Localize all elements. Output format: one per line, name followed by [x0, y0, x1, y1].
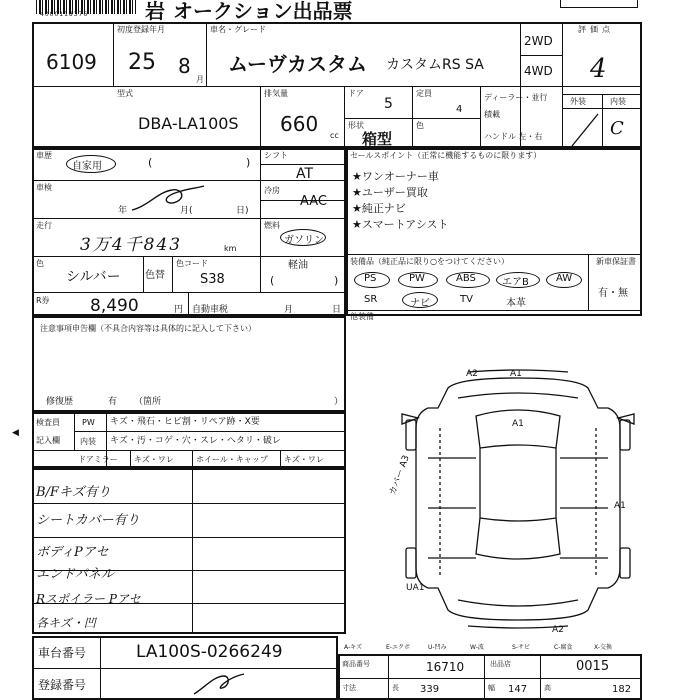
- inspector-label-2: 記入欄: [36, 436, 60, 445]
- equip-tv: TV: [460, 294, 473, 305]
- legend-a: A-キズ: [344, 644, 363, 651]
- diagram-mark-rear-ua1: UA1: [406, 583, 425, 593]
- shaken-year-unit: 年: [118, 206, 128, 216]
- inspector-row1-tag: PW: [82, 418, 95, 427]
- color-change-label: 色替: [145, 270, 165, 281]
- mileage-label: 走行: [36, 221, 52, 230]
- inspector-row3-a: ドアミラー: [78, 455, 118, 464]
- model: DBA-LA100S: [138, 114, 239, 133]
- notes-label: 注意事項申告欄（不具合内容等は具体的に記入して下さい）: [40, 324, 256, 333]
- height-value: 182: [612, 684, 632, 695]
- diagram-mark-right-a1: A1: [614, 501, 626, 511]
- dealer-label: ディーラー・並行: [484, 93, 548, 102]
- sales-point-2: ★ユーザー買取: [352, 186, 428, 199]
- shape-label: 形状: [348, 121, 364, 130]
- reg-month: 8: [178, 54, 191, 78]
- diagram-mark-roof-a1: A1: [512, 419, 524, 429]
- equip-abs: ABS: [456, 273, 476, 284]
- logo-char: 岩: [145, 0, 165, 23]
- inspector-row3-b: キズ・ワレ: [134, 455, 174, 464]
- stock-value: 16710: [426, 660, 465, 674]
- km-unit: km: [224, 244, 237, 253]
- sales-label: セールスポイント（正常に機能するものに限ります）: [350, 151, 542, 160]
- reg-label: 初度登録年月: [117, 25, 165, 34]
- inspector-row2-tag: 内装: [80, 437, 96, 446]
- hand-note-3: ボディPアセ: [36, 545, 109, 560]
- capacity: 4: [456, 104, 463, 115]
- light-oil: 軽油: [288, 260, 308, 271]
- header: [0, 0, 700, 22]
- cc-label: 排気量: [264, 89, 288, 98]
- height-label: 高: [544, 684, 551, 692]
- car-name: ムーヴカスタム: [228, 52, 367, 76]
- sales-point-3: ★純正ナビ: [352, 202, 406, 215]
- exterior-label: 外装: [570, 97, 586, 106]
- damage-legend: [338, 642, 642, 654]
- cc-unit: cc: [330, 131, 339, 140]
- shape: 箱型: [362, 130, 393, 148]
- sales-point-1: ★ワンオーナー車: [352, 170, 439, 183]
- corner-box: [560, 0, 638, 8]
- shaken-scribble: [128, 184, 208, 214]
- doors: 5: [384, 96, 393, 112]
- mileage: 3万4千843: [80, 235, 183, 255]
- shaken-day-unit: 日): [236, 206, 249, 216]
- fuel: ガソリン: [284, 235, 324, 246]
- stock-label: 商品番号: [342, 660, 370, 668]
- exterior-color-label: 色: [416, 121, 424, 130]
- doors-label: ドア: [348, 89, 364, 98]
- width-value: 147: [508, 684, 528, 695]
- equip-aw: AW: [556, 273, 573, 284]
- warranty: 有・無: [598, 288, 628, 299]
- inspector-row2-text: キズ・汚・コゲ・穴・スレ・ヘタリ・破レ: [110, 436, 281, 446]
- equip-leather: 本革: [506, 298, 526, 309]
- color-code: S38: [200, 272, 225, 287]
- load-label: 積載: [484, 110, 500, 119]
- reg-year: 25: [128, 50, 156, 75]
- shaken-month-unit: 月(: [180, 206, 193, 216]
- own-use: 自家用: [72, 161, 102, 172]
- inspector-row3-c: ホイール・キャップ: [196, 455, 268, 464]
- legend-c: C-腐食: [554, 644, 573, 651]
- equip-navi: ナビ: [410, 298, 430, 309]
- equip-pw: PW: [409, 273, 425, 284]
- legend-x: X-交換: [594, 644, 612, 651]
- inspector-label-1: 検査員: [36, 418, 60, 427]
- ac-label: 冷房: [264, 186, 280, 195]
- equipment-label: 装備品（純正品に限り○をつけてください）: [350, 257, 509, 266]
- rating-label: 評価点: [578, 25, 614, 34]
- tax-month: 月: [284, 305, 294, 315]
- shift-label: シフト: [264, 151, 288, 160]
- repair-value: 有: [108, 397, 118, 407]
- length-label: 長: [392, 684, 399, 692]
- other-equip-label: 他装備: [350, 312, 374, 321]
- recycle-label: R券: [36, 296, 50, 305]
- legend-w: W-波: [470, 644, 484, 651]
- color: シルバー: [66, 269, 121, 285]
- interior-label: 内装: [610, 97, 626, 106]
- exterior-slash: [568, 110, 602, 148]
- drive-4wd: 4WD: [524, 64, 553, 78]
- chassis-number: LA100S-0266249: [136, 642, 283, 662]
- cc: 660: [280, 112, 319, 136]
- size-label: 寸法: [342, 684, 356, 692]
- fuel-paren: (: [270, 274, 275, 287]
- sales-point-4: ★スマートアシスト: [352, 218, 449, 231]
- hand-note-1: B/Fキズ有り: [36, 485, 111, 500]
- repair-close: ）: [334, 397, 344, 407]
- diagram-mark-left-a3: カバー A3: [388, 454, 412, 497]
- interior-value: C: [610, 118, 624, 139]
- inspector-row1-text: キズ・飛石・ヒビ割・リペア跡・X要: [110, 417, 260, 427]
- name-label: 車名・グレード: [210, 25, 266, 34]
- history-paren: (: [148, 156, 153, 169]
- width-label: 幅: [488, 684, 495, 692]
- inspector-row3-d: キズ・ワレ: [284, 455, 324, 464]
- drive-2wd: 2WD: [524, 34, 553, 48]
- ac: AAC: [300, 194, 327, 209]
- new-car-label: 新車保証書: [596, 257, 636, 266]
- handle-label: ハンドル 左・右: [484, 132, 543, 141]
- lot-number: 6109: [46, 50, 97, 74]
- hand-note-2: シートカバー有り: [36, 513, 140, 528]
- repair-part: （箇所: [134, 397, 162, 407]
- grade: カスタムRS SA: [386, 57, 484, 73]
- exhibitor-value: 0015: [576, 659, 610, 674]
- chassis-label: 車台番号: [38, 646, 87, 660]
- legend-e: E-エクボ: [386, 644, 410, 651]
- equip-sr: SR: [364, 294, 378, 305]
- plate-scribble: [190, 670, 250, 698]
- page-title: オークション出品票: [173, 0, 353, 23]
- equip-ps: PS: [364, 273, 377, 284]
- legend-s: S-サビ: [512, 644, 530, 651]
- tax-label: 自動車税: [192, 305, 229, 315]
- history-paren-close: ): [246, 156, 251, 169]
- recycle-value: 8,490: [90, 296, 139, 316]
- side-arrow-icon: ◀: [12, 428, 19, 438]
- diagram-mark-front-a1: A1: [510, 369, 522, 379]
- history-label: 車歴: [36, 151, 52, 160]
- color-code-label: 色コード: [176, 259, 208, 268]
- shift: AT: [296, 166, 314, 182]
- car-diagram: [388, 368, 648, 638]
- hand-note-6: 各キズ・凹: [36, 616, 96, 630]
- length-value: 339: [420, 684, 440, 695]
- repair-label: 修復歴: [46, 397, 74, 407]
- rating-value: 4: [590, 54, 607, 84]
- hand-note-4: エンドパネル: [36, 567, 114, 582]
- shaken-label: 車検: [36, 183, 52, 192]
- legend-u: U-凹み: [428, 644, 447, 651]
- month-unit: 月: [196, 75, 204, 84]
- capacity-label: 定員: [416, 89, 432, 98]
- model-label: 型式: [117, 89, 133, 98]
- fuel-label: 燃料: [264, 221, 280, 230]
- tax-day: 日: [332, 305, 342, 315]
- color-label: 色: [36, 259, 44, 268]
- diagram-mark-front-a2: A2: [466, 369, 478, 379]
- diagram-mark-rear-a2: A2: [552, 625, 564, 635]
- barcode-text: 4000118376: [40, 11, 89, 18]
- plate-label: 登録番号: [38, 678, 87, 692]
- hand-note-5: Rスポイラー Pアセ: [36, 592, 141, 606]
- exhibitor-label: 出品店: [490, 660, 511, 668]
- recycle-unit: 円: [174, 305, 184, 315]
- equip-airbag: エアB: [502, 277, 529, 288]
- fuel-paren-close: ): [334, 274, 339, 287]
